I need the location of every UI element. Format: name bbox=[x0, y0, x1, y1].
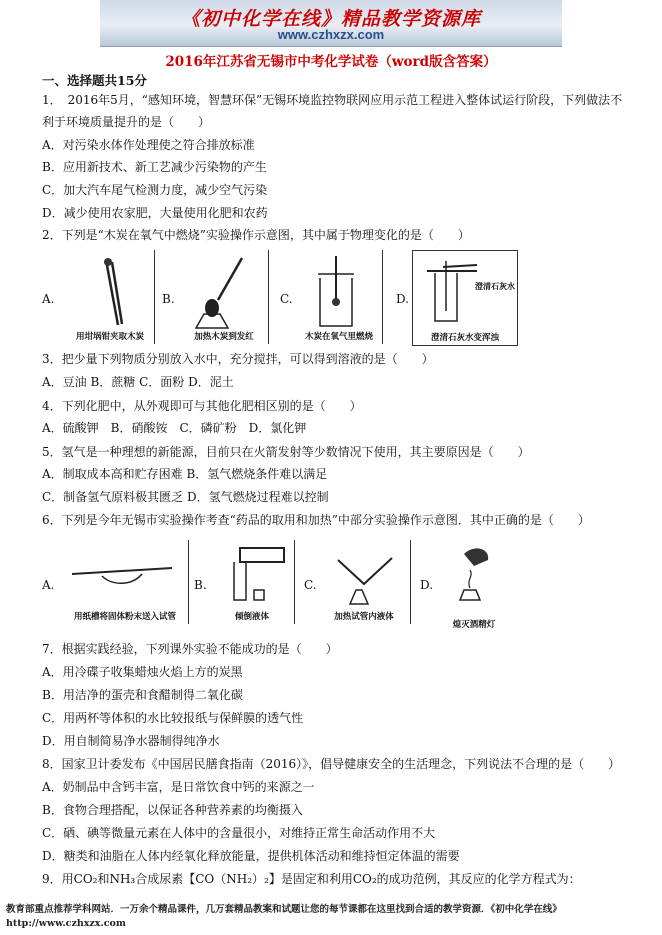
q6-caption-c: 加热试管内液体 bbox=[334, 612, 394, 622]
q2-caption-b: 加热木炭到发红 bbox=[194, 332, 254, 342]
q2-inner-label: 澄清石灰水 bbox=[475, 281, 515, 291]
q3-stem: 3．把少量下列物质分别放入水中，充分搅拌，可以得到溶液的是（ ） bbox=[42, 352, 434, 366]
q2-figure-d bbox=[412, 250, 518, 346]
q1-option-a: A．对污染水体作处理使之符合排放标准 bbox=[42, 138, 255, 152]
q2-figure-b bbox=[180, 250, 269, 344]
q2-caption-d: 澄清石灰水变浑浊 bbox=[430, 333, 499, 343]
q2-caption-a: 用坩埚钳夹取木炭 bbox=[75, 332, 144, 342]
q4-options: A．硫酸钾 B．硝酸铵 C．磷矿粉 D．氯化钾 bbox=[42, 421, 307, 435]
q1-option-b: B．应用新技术、新工艺减少污染物的产生 bbox=[42, 160, 267, 174]
q4-stem: 4．下列化肥中，从外观即可与其他化肥相区别的是（ ） bbox=[42, 399, 362, 413]
q1-option-c: C．加大汽车尾气检测力度，减少空气污染 bbox=[42, 183, 268, 197]
q7-option-d: D．用自制简易净水器制得纯净水 bbox=[42, 734, 220, 748]
q8-stem: 8．国家卫计委发布《中国居民膳食指南（2016）》，倡导健康安全的生活理念，下列说法不合理的是（ ） bbox=[42, 757, 621, 771]
q8-option-b: B．食物合理搭配，以保证各种营养素的均衡摄入 bbox=[42, 803, 303, 817]
q5-options-ab: A．制取成本高和贮存困难 B．氢气燃烧条件难以满足 bbox=[42, 467, 328, 481]
q6-label-c: C. bbox=[304, 578, 317, 592]
q6-label-a: A. bbox=[42, 578, 55, 592]
q2-label-d: D. bbox=[396, 292, 410, 306]
document-title: 2016年江苏省无锡市中考化学试卷（word版含答案） bbox=[165, 54, 497, 70]
q5-options-cd: C．制备氢气原料极其匮乏 D．氢气燃烧过程难以控制 bbox=[42, 490, 329, 504]
q1-option-d: D．减少使用农家肥，大量使用化肥和农药 bbox=[42, 206, 268, 220]
q2-stem: 2．下列是“木炭在氧气中燃烧”实验操作示意图，其中属于物理变化的是（ ） bbox=[42, 228, 470, 242]
q6-figure-d bbox=[434, 540, 514, 632]
q6-stem: 6．下列是今年无锡市实验操作考查“药品的取用和加热”中部分实验操作示意图．其中正确的是（ ） bbox=[42, 513, 590, 527]
q8-option-c: C．硒、碘等微量元素在人体中的含量很小，对维持正常生命活动作用不大 bbox=[42, 826, 436, 840]
q2-label-a: A. bbox=[42, 292, 55, 306]
page-footer: 教育部重点推荐学科网站．一万余个精品课件，几万套精品教案和试题让您的每节课都在这里找到合适的教学资源．《初中化学在线》http://www.czhxzx.com bbox=[6, 904, 562, 929]
q2-figure-c bbox=[296, 250, 383, 344]
q2-caption-c: 木炭在氧气里燃烧 bbox=[304, 332, 373, 342]
q6-label-d: D. bbox=[420, 578, 434, 592]
q6-label-b: B. bbox=[194, 578, 207, 592]
banner-title: 《初中化学在线》精品教学资源库 bbox=[180, 8, 481, 30]
q6-figure-b bbox=[210, 540, 295, 624]
q6-figure-a bbox=[62, 540, 189, 624]
q1-stem-line2: 利于环境质量提升的是（ ） bbox=[42, 115, 211, 129]
q5-stem: 5．氢气是一种理想的新能源，目前只在火箭发射等少数情况下使用，其主要原因是（ ） bbox=[42, 445, 530, 459]
section-heading: 一、选择题共15分 bbox=[42, 73, 147, 88]
q7-option-b: B．用洁净的蛋壳和食醋制得二氧化碳 bbox=[42, 688, 243, 702]
banner-url[interactable]: www.czhxzx.com bbox=[277, 27, 385, 42]
q2-label-b: B. bbox=[162, 292, 175, 306]
q2-figure-a bbox=[66, 250, 155, 344]
q9-stem: 9．用CO₂和NH₃合成尿素【CO（NH₂）₂】是固定和利用CO₂的成功范例，其反应的化学方程式为： bbox=[42, 872, 581, 886]
q6-caption-b: 倾倒液体 bbox=[234, 612, 269, 622]
q6-caption-a: 用纸槽将固体粉末送入试管 bbox=[73, 612, 176, 622]
q7-option-c: C．用两杯等体积的水比较报纸与保鲜膜的透气性 bbox=[42, 711, 304, 725]
q8-option-d: D．糖类和油脂在人体内经氧化释放能量，提供机体活动和维持恒定体温的需要 bbox=[42, 849, 460, 863]
header-banner bbox=[100, 0, 562, 47]
q7-option-a: A．用冷碟子收集蜡烛火焰上方的炭黑 bbox=[42, 665, 243, 679]
q6-caption-d: 熄灭酒精灯 bbox=[452, 620, 496, 630]
q7-stem: 7．根据实践经验，下列课外实验不能成功的是（ ） bbox=[42, 642, 338, 656]
q1-stem-line1: 1． 2016年5月，“感知环境，智慧环保”无锡环境监控物联网应用示范工程进入整体试运行阶段，下列做法不 bbox=[42, 93, 623, 107]
q6-figure-c bbox=[318, 540, 411, 624]
q2-label-c: C. bbox=[280, 292, 293, 306]
q8-option-a: A．奶制品中含钙丰富，是日常饮食中钙的来源之一 bbox=[42, 780, 315, 794]
q3-options: A．豆油 B．蔗糖 C．面粉 D．泥土 bbox=[42, 375, 234, 389]
